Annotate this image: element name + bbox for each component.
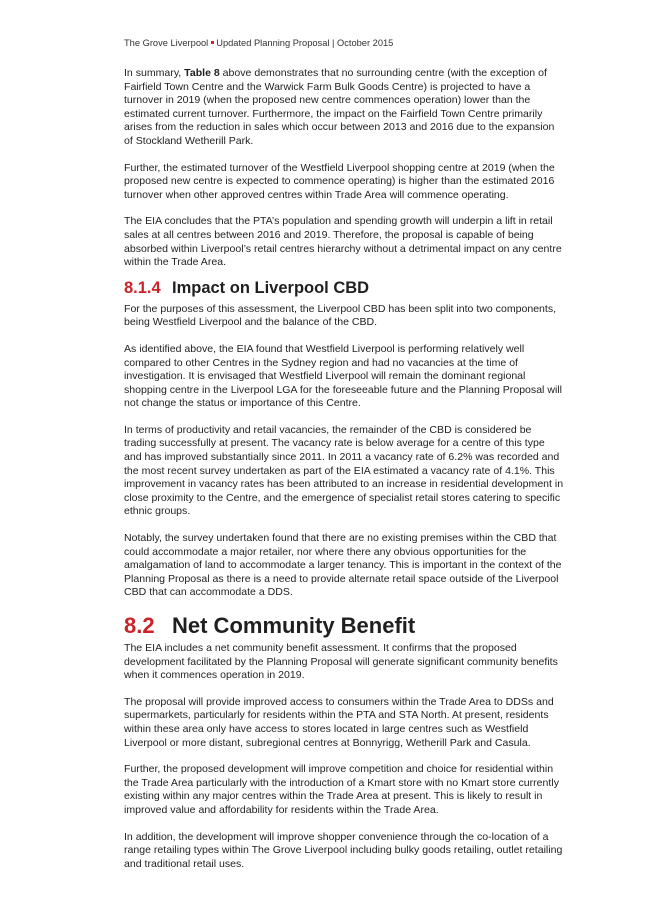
header-doc-subtitle: Updated Planning Proposal | October 2015 [216, 38, 394, 48]
paragraph: As identified above, the EIA found that Westfield Liverpool is performing relatively well compared to other Centres in the Sydney region and had no vacancies at the time of investigation. It is envisaged that Westfield Liverpool will remain the dominant regional shopping centre in the Liverpool LGA for the foreseeable future and the Planning Proposal will not change the status or importance of this Centre. [124, 342, 562, 410]
paragraph: The proposal will provide improved access to consumers within the Trade Area to DDSs and supermarkets, particularly for residents within the PTA and STA North. At present, residents within these area only have access to stores located in large centres such as Westfield Liverpool or more distant, subregional centres at Bonnyrigg, Wetherill Park and Casula. [124, 695, 554, 749]
paragraph-summary: In summary, Table 8 above demonstrates that no surrounding centre (with the exception of Fairfield Town Centre and the Warwick Farm Bulk Goods Centre) is projected to have a turnover in 2019 (when the proposed new centre commences operation) lower than the estimated current turnover. Furthermore, the impact on the Fairfield Town Centre primarily arises from the reduction in sales which occur between 2013 and 2016 due to the expansion of Stockland Wetherill Park. [124, 67, 555, 147]
paragraph: Further, the proposed development will improve competition and choice for residential within the Trade Area particularly with the introduction of a Kmart store with no Kmart store currently existing within any major centres within the Trade Area at present. This is likely to result in improved value and affordability for residents within the Trade Area. [124, 763, 559, 816]
page-content [124, 67, 564, 871]
section-heading-8-1-4 [124, 278, 564, 298]
table-reference: Table 8 [184, 67, 220, 79]
paragraph: Notably, the survey undertaken found that there are no existing premises within the CBD that could accommodate a major retailer, nor where there any obvious opportunities for the amalgamation of land to accommodate a larger tenancy. This is important in the context of the Planning Proposal as there is a need to provide alternate retail space outside of the Liverpool CBD that can accommodate a DDS. [124, 532, 562, 599]
paragraph: In addition, the development will improve shopper convenience through the co-location of a range retailing types within The Grove Liverpool including bulky goods retailing, outlet retailing and traditional retail uses. [124, 830, 563, 870]
section-title: Net Community Benefit [172, 613, 416, 638]
section-number: 8.1.4 [124, 278, 161, 297]
paragraph: In terms of productivity and retail vacancies, the remainder of the CBD is considered be trading successfully at present. The vacancy rate is below average for a centre of this type and has improved substantially since 2011. In 2011 a vacancy rate of 6.2% was recorded and the most recent survey undertaken as part of the EIA estimated a vacancy rate of 4.1%. This improvement in vacancy rates has been attributed to an increase in residential development in close proximity to the Centre, and the emergence of specialist retail stores catering to specific ethnic groups. [124, 423, 564, 518]
section-title: Impact on Liverpool CBD [172, 278, 370, 297]
header-doc-title: The Grove Liverpool [124, 38, 209, 48]
header-separator-dot [211, 41, 214, 44]
section-heading-8-2 [124, 613, 564, 639]
paragraph-westfield-turnover: Further, the estimated turnover of the Westfield Liverpool shopping centre at 2019 (when the proposed new centre is expected to commence operating) is higher than the estimated 2016 turnover when other approved centres within Trade Area will commence operating. [124, 161, 555, 201]
paragraph-eia-conclusion: The EIA concludes that the PTA’s population and spending growth will underpin a lift in retail sales at all centres between 2016 and 2019. Therefore, the proposal is capable of being absorbed within Liverpool’s retail centres hierarchy without a detrimental impact on any centre within the Trade Area. [124, 215, 562, 269]
page-header [124, 38, 393, 48]
paragraph: For the purposes of this assessment, the Liverpool CBD has been split into two components, being Westfield Liverpool and the balance of the CBD. [124, 302, 557, 329]
section-number: 8.2 [124, 613, 155, 638]
paragraph: The EIA includes a net community benefit assessment. It confirms that the proposed development facilitated by the Planning Proposal will generate significant community benefits when it commences operation in 2019. [124, 642, 558, 682]
